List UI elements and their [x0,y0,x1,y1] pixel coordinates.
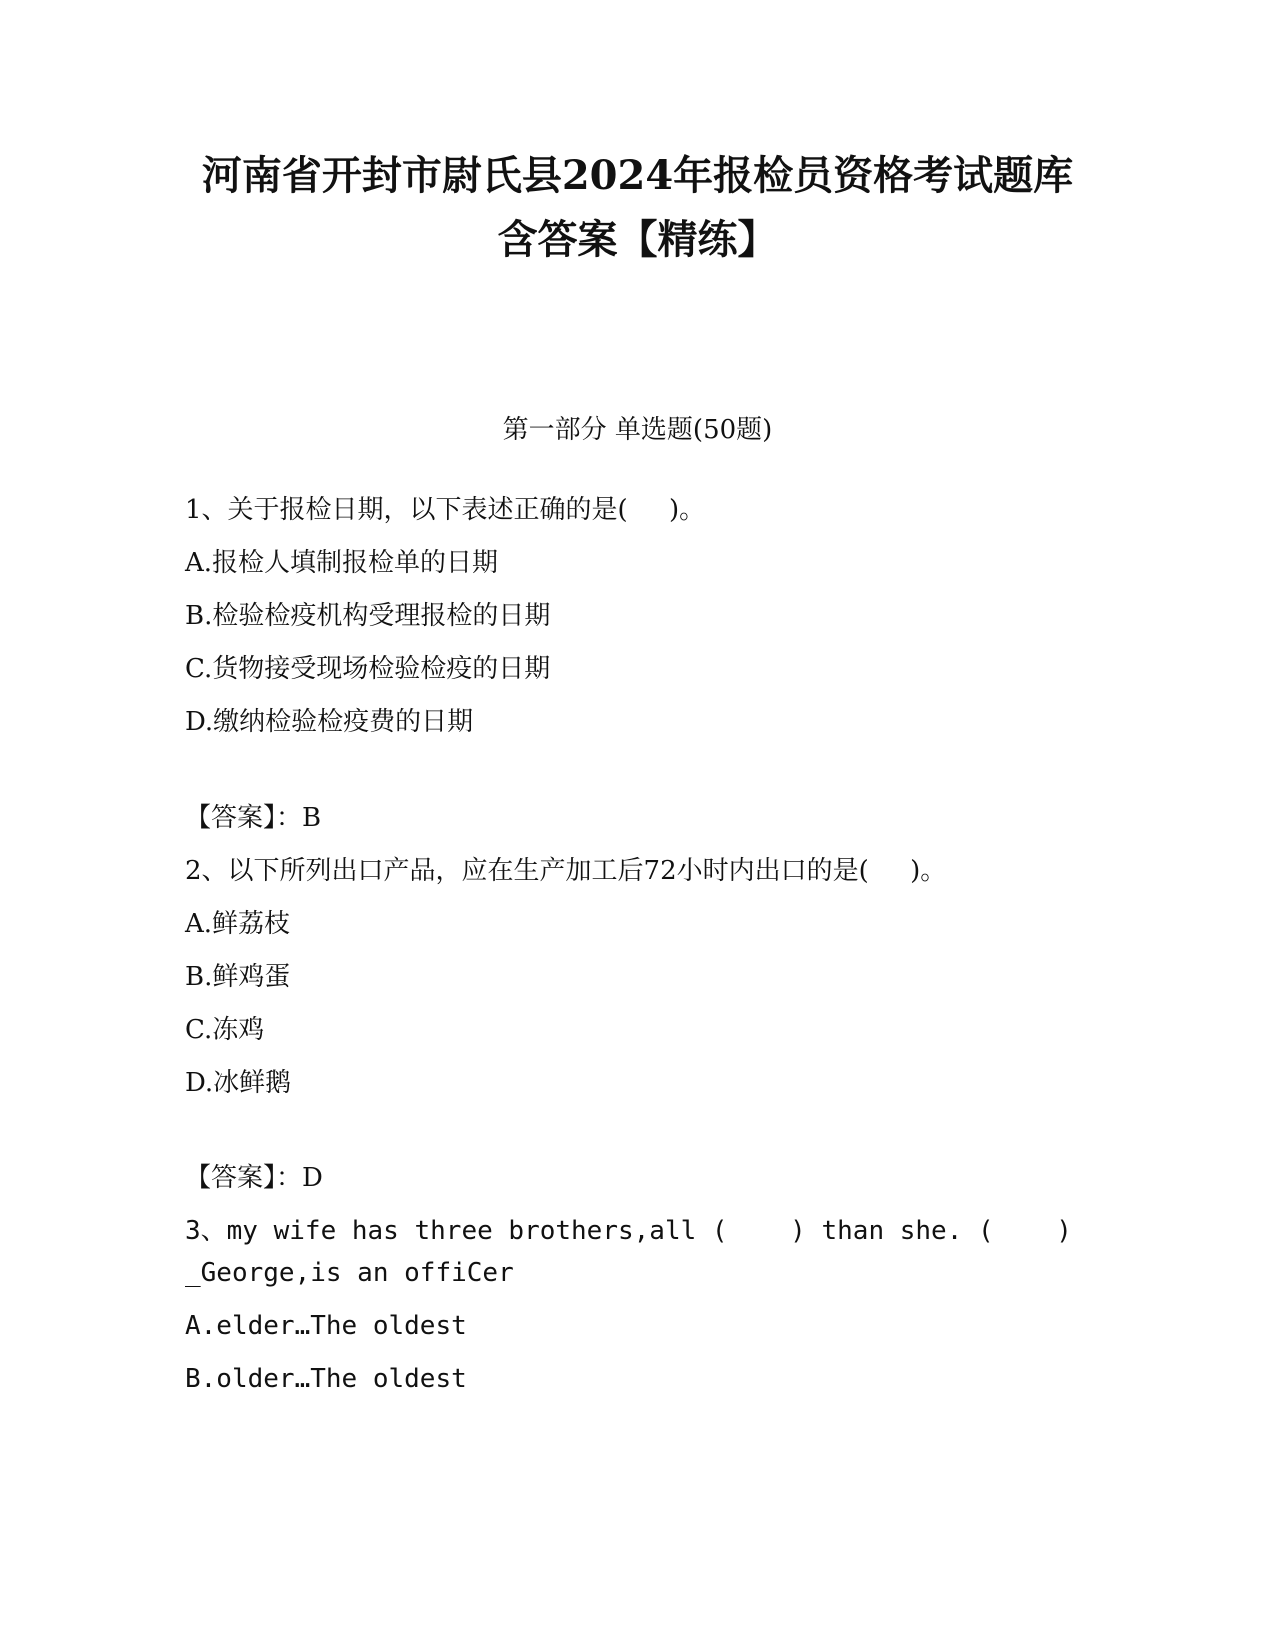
question-2-option-d: D.冰鲜鹅 [185,1068,292,1098]
question-3-option-a: A.elder…The oldest [185,1311,467,1341]
question-3-option-b: B.older…The oldest [185,1364,467,1394]
question-1-option-d: D.缴纳检验检疫费的日期 [185,707,474,737]
question-2-option-c: C.冻鸡 [185,1015,265,1045]
question-1-answer: 【答案】：B [185,803,322,833]
question-2-option-a: A.鲜荔枝 [185,909,291,939]
question-1-option-a: A.报检人填制报检单的日期 [185,548,499,578]
question-2-stem: 2、以下所列出口产品，应在生产加工后72小时内出口的是( )。 [185,856,947,886]
document-title-line-1: 河南省开封市尉氏县2024年报检员资格考试题库 [201,152,1074,199]
question-1-option-b: B.检验检疫机构受理报检的日期 [185,601,551,631]
question-1-option-c: C.货物接受现场检验检疫的日期 [185,654,551,684]
question-3-stem-line-1: 3、my wife has three brothers,all ( ) than she. ( ) [185,1216,1072,1246]
question-3-stem-line-2: _George,is an offiCer [185,1258,514,1288]
section-heading: 第一部分 单选题(50题) [502,415,773,445]
question-2-answer: 【答案】：D [185,1163,323,1193]
question-2-option-b: B.鲜鸡蛋 [185,962,291,992]
question-1-stem: 1、关于报检日期，以下表述正确的是( )。 [185,495,706,525]
document-title-line-2: 含答案【精练】 [497,216,778,263]
